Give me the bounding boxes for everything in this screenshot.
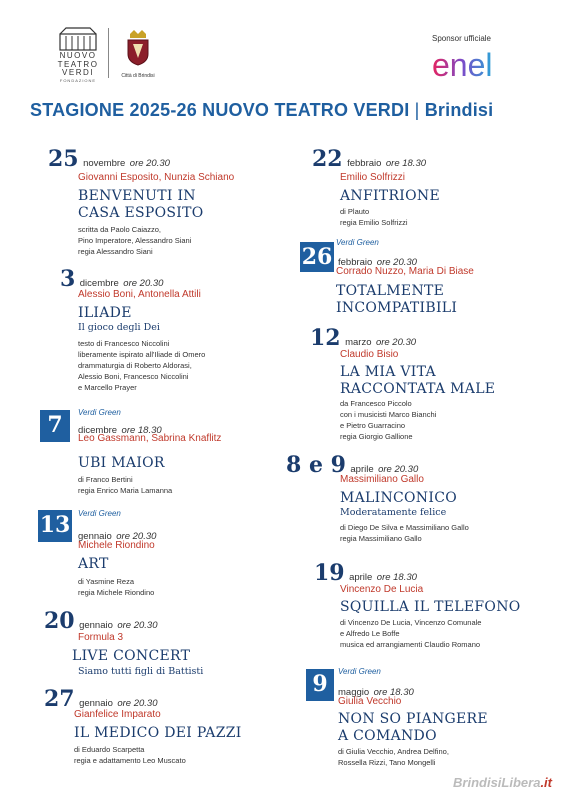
event-benvenuti bbox=[48, 148, 170, 171]
teatro-logo bbox=[52, 26, 104, 86]
credit-line: di Yasmine Reza bbox=[78, 577, 135, 586]
event-time: ore 20.30 bbox=[117, 698, 158, 709]
event-medico-pazzi bbox=[44, 688, 158, 711]
event-day-box: 9 bbox=[306, 669, 334, 701]
event-credits bbox=[340, 522, 469, 544]
event-month: gennaio bbox=[79, 698, 113, 709]
credit-line: regia Michele Riondino bbox=[78, 588, 155, 597]
event-title: SQUILLA IL TELEFONO bbox=[340, 599, 521, 615]
event-day-box: 26 bbox=[301, 244, 333, 270]
credit-line: di Giulia Vecchio, Andrea Delfino, bbox=[338, 747, 449, 756]
event-title: IL MEDICO DEI PAZZI bbox=[74, 725, 242, 741]
citta-logo bbox=[116, 30, 160, 79]
event-time: ore 18.30 bbox=[373, 687, 414, 698]
event-time: ore 20.30 bbox=[376, 257, 417, 268]
event-live-concert bbox=[44, 610, 158, 633]
credit-line: da Francesco Piccolo bbox=[340, 399, 412, 408]
theatre-building-icon bbox=[56, 26, 100, 52]
credit-line: di Franco Bertini bbox=[78, 475, 133, 484]
event-day: 25 bbox=[48, 146, 79, 172]
credit-line: regia Massimiliano Gallo bbox=[340, 534, 422, 543]
event-day: 20 bbox=[44, 608, 75, 634]
coat-of-arms-icon bbox=[124, 30, 152, 66]
credit-line: con i musicisti Marco Bianchi bbox=[340, 410, 437, 419]
event-day: 22 bbox=[312, 146, 343, 172]
event-month: febbraio bbox=[338, 257, 373, 268]
event-month: maggio bbox=[338, 687, 370, 698]
credit-line: Pino Imperatore, Alessandro Siani bbox=[78, 236, 192, 245]
event-day-box: 13 bbox=[38, 510, 72, 542]
event-month: dicembre bbox=[78, 425, 118, 436]
event-credits bbox=[340, 617, 481, 650]
event-credits bbox=[78, 474, 172, 496]
watermark-text: BrindisiLibera bbox=[453, 775, 541, 790]
credit-line: scritta da Paolo Caiazzo, bbox=[78, 225, 161, 234]
credit-line: di Plauto bbox=[340, 207, 370, 216]
event-artists: Vincenzo De Lucia bbox=[340, 584, 424, 595]
event-artists: Giulia Vecchio bbox=[338, 696, 402, 707]
event-credits bbox=[78, 338, 205, 393]
credit-line: e Alfredo Le Boffe bbox=[340, 629, 400, 638]
event-day: 3 bbox=[60, 266, 76, 292]
event-title: RACCONTATA MALE bbox=[340, 381, 496, 397]
event-credits bbox=[74, 744, 186, 766]
event-la-mia-vita bbox=[310, 327, 416, 350]
event-month: marzo bbox=[345, 337, 372, 348]
event-artists: Giovanni Esposito, Nunzia Schiano bbox=[78, 172, 235, 183]
title-separator: | bbox=[414, 100, 420, 120]
verdi-green-tag: Verdi Green bbox=[78, 509, 121, 518]
credit-line: regia e adattamento Leo Muscato bbox=[74, 756, 186, 765]
credit-line: e Pietro Guarracino bbox=[340, 421, 406, 430]
event-artists: Massimiliano Gallo bbox=[340, 474, 424, 485]
teatro-line4: FONDAZIONE bbox=[59, 77, 97, 83]
teatro-line1: NUOVO bbox=[59, 51, 97, 60]
event-artists: Formula 3 bbox=[78, 632, 124, 643]
event-title: ANFITRIONE bbox=[340, 188, 440, 204]
watermark bbox=[453, 775, 552, 790]
header-divider bbox=[108, 28, 109, 78]
event-artists: Claudio Bisio bbox=[340, 349, 399, 360]
event-subtitle: Siamo tutti figli di Battisti bbox=[78, 666, 204, 677]
event-title: TOTALMENTE bbox=[336, 283, 445, 299]
sponsor-label: Sponsor ufficiale bbox=[432, 34, 491, 43]
enel-logo bbox=[430, 44, 518, 84]
event-squilla bbox=[314, 562, 417, 585]
citta-label: Città di Brindisi bbox=[121, 73, 155, 79]
credit-line: regia Giorgio Gallione bbox=[340, 432, 413, 441]
title-main: STAGIONE 2025-26 NUOVO TEATRO VERDI bbox=[30, 100, 410, 120]
event-title: LIVE CONCERT bbox=[72, 648, 191, 664]
event-time: ore 20.30 bbox=[116, 531, 157, 542]
event-credits bbox=[78, 576, 154, 598]
event-day: 27 bbox=[44, 686, 75, 712]
event-title: INCOMPATIBILI bbox=[336, 300, 458, 316]
credit-line: di Diego De Silva e Massimiliano Gallo bbox=[340, 523, 469, 532]
event-time: ore 20.30 bbox=[129, 158, 170, 169]
credit-line: regia Alessandro Siani bbox=[78, 247, 153, 256]
event-subtitle: Il gioco degli Dei bbox=[78, 322, 160, 333]
event-iliade bbox=[60, 268, 163, 291]
event-title: NON SO PIANGERE bbox=[338, 711, 488, 727]
verdi-green-tag: Verdi Green bbox=[78, 408, 121, 417]
event-day: 12 bbox=[310, 325, 341, 351]
event-anfitrione bbox=[312, 148, 426, 171]
event-day: 19 bbox=[314, 560, 345, 586]
event-credits bbox=[340, 206, 408, 228]
event-credits bbox=[338, 746, 449, 768]
event-title: BENVENUTI IN bbox=[78, 188, 196, 204]
event-time: ore 20.30 bbox=[378, 464, 419, 475]
credit-line: Rossella Rizzi, Tano Mongelli bbox=[338, 758, 436, 767]
event-month: aprile bbox=[349, 572, 373, 583]
credit-line: di Vincenzo De Lucia, Vincenzo Comunale bbox=[340, 618, 482, 627]
event-time: ore 18.30 bbox=[121, 425, 162, 436]
event-month: gennaio bbox=[79, 620, 113, 631]
event-time: ore 20.30 bbox=[375, 337, 417, 348]
verdi-green-tag: Verdi Green bbox=[338, 667, 381, 676]
event-artists: Leo Gassmann, Sabrina Knaflitz bbox=[78, 433, 222, 444]
event-subtitle: Moderatamente felice bbox=[340, 507, 447, 518]
credit-line: testo di Francesco Niccolini bbox=[78, 339, 170, 348]
event-title: ILIADE bbox=[78, 305, 132, 321]
event-time: ore 18.30 bbox=[385, 158, 427, 169]
event-artists: Gianfelice Imparato bbox=[74, 709, 161, 720]
event-credits bbox=[340, 398, 436, 442]
watermark-suffix: .it bbox=[540, 775, 552, 790]
event-artists: Emilio Solfrizzi bbox=[340, 172, 406, 183]
event-artists: Alessio Boni, Antonella Attili bbox=[78, 289, 201, 300]
page-title bbox=[30, 100, 540, 121]
title-city: Brindisi bbox=[424, 100, 494, 120]
event-title: MALINCONICO bbox=[340, 490, 457, 506]
credit-line: drammaturgia di Roberto Aldorasi, bbox=[78, 361, 192, 370]
credit-line: di Eduardo Scarpetta bbox=[74, 745, 145, 754]
verdi-green-tag: Verdi Green bbox=[336, 238, 379, 247]
event-title: A COMANDO bbox=[338, 728, 437, 744]
event-title: UBI MAIOR bbox=[78, 455, 165, 471]
credit-line: e Marcello Prayer bbox=[78, 383, 137, 392]
event-artists: Michele Riondino bbox=[78, 540, 155, 551]
teatro-line3: VERDI bbox=[62, 68, 94, 77]
event-artists: Corrado Nuzzo, Maria Di Biase bbox=[336, 266, 474, 277]
enel-wordmark: enel bbox=[432, 47, 493, 83]
event-title: LA MIA VITA bbox=[340, 364, 436, 380]
event-day: 8 e 9 bbox=[286, 452, 346, 478]
credit-line: Alessio Boni, Francesco Niccolini bbox=[78, 372, 189, 381]
teatro-line2: TEATRO bbox=[57, 59, 99, 69]
event-month: novembre bbox=[83, 158, 126, 169]
event-credits bbox=[78, 224, 191, 257]
event-month: aprile bbox=[350, 464, 374, 475]
credit-line: regia Enrico Maria Lamanna bbox=[78, 486, 173, 495]
event-time: ore 18.30 bbox=[376, 572, 417, 583]
event-time: ore 20.30 bbox=[123, 278, 164, 289]
event-month: dicembre bbox=[79, 278, 119, 289]
credit-line: musica ed arrangiamenti Claudio Romano bbox=[340, 640, 481, 649]
event-day-box: 7 bbox=[40, 410, 70, 442]
event-time: ore 20.30 bbox=[117, 620, 158, 631]
credit-line: regia Emilio Solfrizzi bbox=[340, 218, 408, 227]
event-month: febbraio bbox=[347, 158, 382, 169]
event-title: CASA ESPOSITO bbox=[78, 205, 204, 221]
event-title: ART bbox=[78, 556, 109, 572]
credit-line: liberamente ispirato all'Iliade di Omero bbox=[78, 350, 206, 359]
event-month: gennaio bbox=[78, 531, 112, 542]
